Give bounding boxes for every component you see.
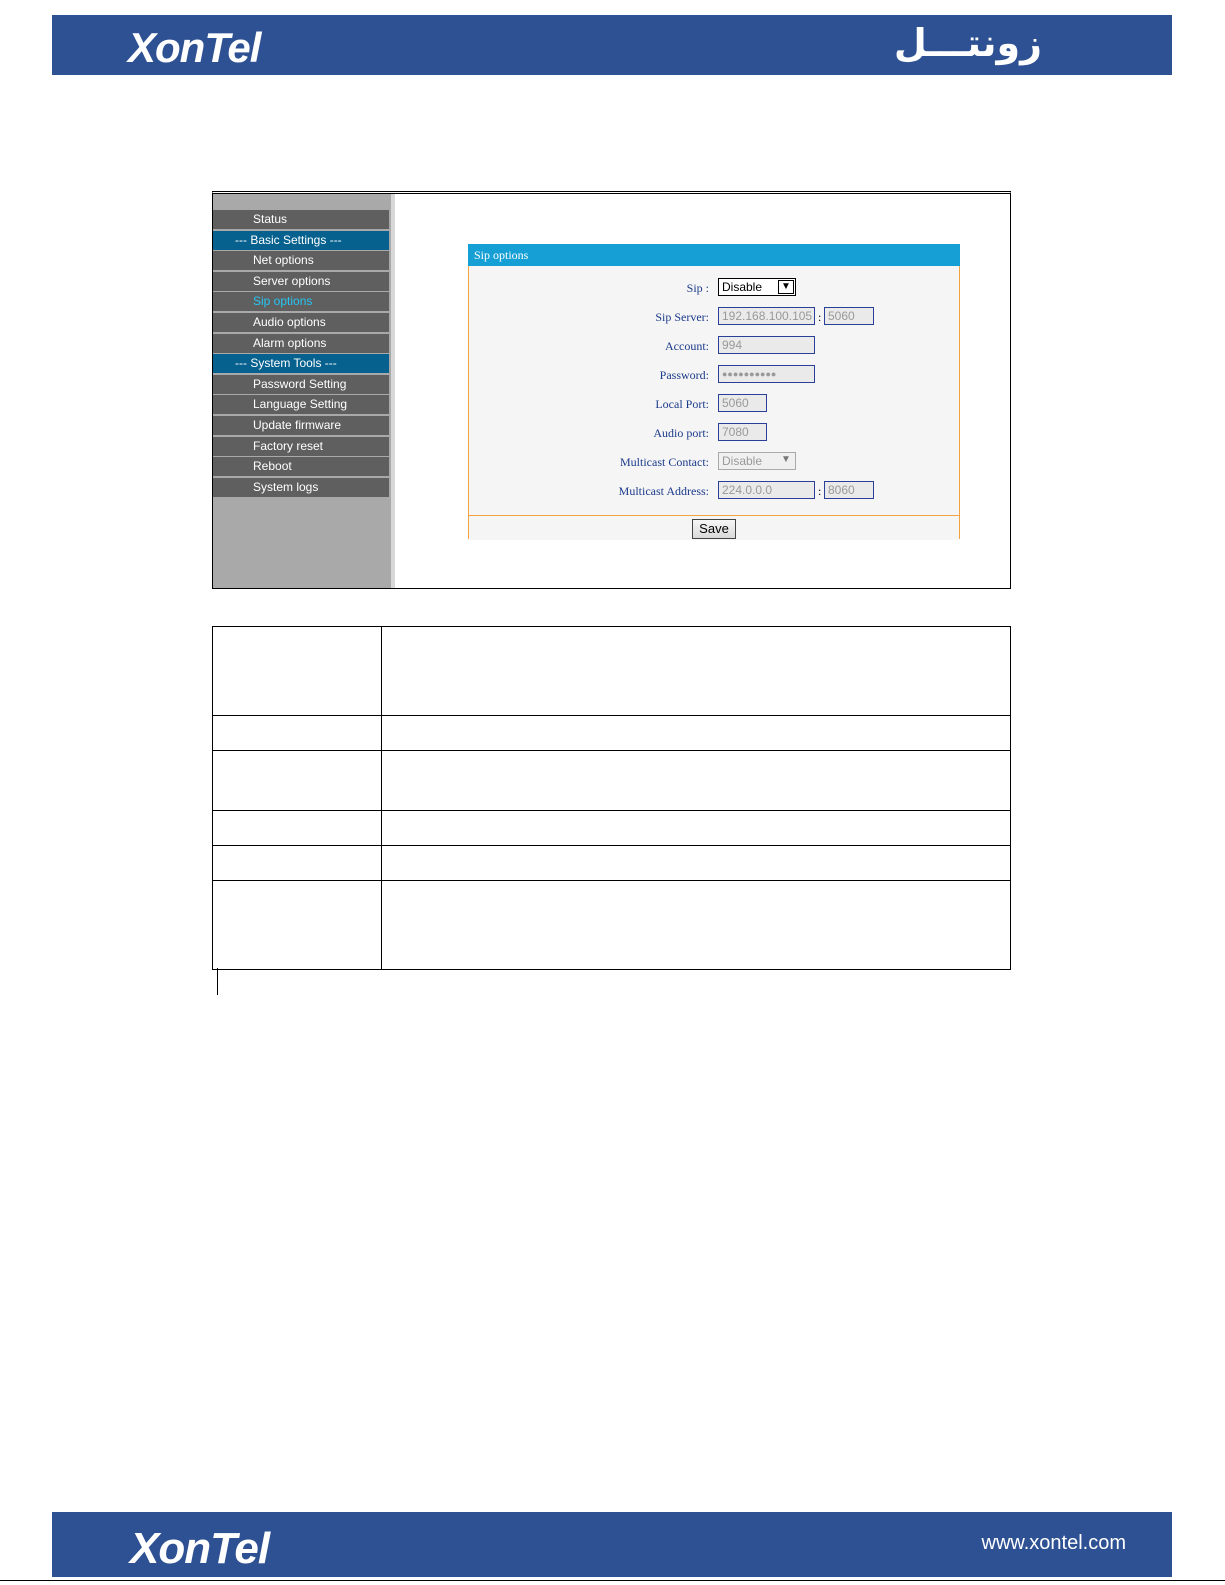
sidebar-item-language-setting[interactable]: Language Setting <box>213 395 389 414</box>
multicast-address-row <box>469 481 959 501</box>
local-port-input[interactable]: 5060 <box>718 394 767 412</box>
chevron-down-icon: ▼ <box>781 454 791 465</box>
account-label: Account: <box>665 339 709 353</box>
sidebar-item-password-setting[interactable]: Password Setting <box>213 375 389 394</box>
chevron-down-icon: ▼ <box>778 280 794 294</box>
sip-options-panel <box>468 244 960 539</box>
web-ui-screenshot <box>212 191 1011 589</box>
arabic-logo: زونتـــل <box>893 21 1042 65</box>
description-table <box>212 626 1011 970</box>
local-port-label: Local Port: <box>655 397 709 411</box>
port-separator: : <box>818 484 822 498</box>
panel-title: Sip options <box>468 244 960 266</box>
sip-row <box>469 278 959 298</box>
password-input[interactable]: ●●●●●●●●●● <box>718 365 815 383</box>
sip-server-ip-input[interactable]: 192.168.100.105 <box>718 307 815 325</box>
table-row <box>213 751 1011 811</box>
sidebar-divider <box>391 194 395 588</box>
sidebar-item-update-firmware[interactable]: Update firmware <box>213 416 389 435</box>
port-separator: : <box>818 310 822 324</box>
audio-port-input[interactable]: 7080 <box>718 423 767 441</box>
footer-band <box>52 1512 1172 1577</box>
sip-server-label: Sip Server: <box>655 310 709 324</box>
sidebar-item-sip-options[interactable]: Sip options <box>213 292 389 311</box>
header-band <box>52 15 1172 75</box>
sidebar-section-basic-settings: --- Basic Settings --- <box>213 231 389 250</box>
multicast-contact-label: Multicast Contact: <box>620 455 709 469</box>
table-row <box>213 716 1011 751</box>
sip-server-port-input[interactable]: 5060 <box>824 307 874 325</box>
sidebar-item-alarm-options[interactable]: Alarm options <box>213 334 389 353</box>
sip-label: Sip : <box>686 281 709 295</box>
multicast-contact-row <box>469 452 959 472</box>
sip-server-row <box>469 307 959 327</box>
password-row <box>469 365 959 385</box>
sidebar-item-system-logs[interactable]: System logs <box>213 478 389 497</box>
sidebar-item-factory-reset[interactable]: Factory reset <box>213 437 389 456</box>
sidebar <box>213 194 391 588</box>
account-input[interactable]: 994 <box>718 336 815 354</box>
sip-select-value: Disable <box>722 280 763 294</box>
sidebar-item-status[interactable]: Status <box>213 210 389 229</box>
table-row <box>213 811 1011 846</box>
multicast-contact-select[interactable] <box>718 452 796 470</box>
sidebar-item-audio-options[interactable]: Audio options <box>213 313 389 332</box>
footer-link-underline <box>127 1575 269 1577</box>
sidebar-item-net-options[interactable]: Net options <box>213 251 389 270</box>
xontel-logo: XonTel <box>128 24 261 71</box>
table-row <box>213 627 1011 716</box>
button-bar <box>469 515 959 540</box>
multicast-address-label: Multicast Address: <box>618 484 709 498</box>
sidebar-item-reboot[interactable]: Reboot <box>213 457 389 476</box>
table-row <box>213 846 1011 881</box>
multicast-address-ip-input[interactable]: 224.0.0.0 <box>718 481 815 499</box>
text-cursor <box>217 968 218 995</box>
table-row <box>213 881 1011 970</box>
sip-select[interactable] <box>718 278 796 296</box>
account-row <box>469 336 959 356</box>
password-label: Password: <box>659 368 709 382</box>
audio-port-row <box>469 423 959 443</box>
multicast-contact-value: Disable <box>722 454 763 468</box>
save-button[interactable]: Save <box>692 519 736 539</box>
xontel-logo: XonTel <box>130 1524 270 1573</box>
multicast-address-port-input[interactable]: 8060 <box>824 481 874 499</box>
local-port-row <box>469 394 959 414</box>
sidebar-item-server-options[interactable]: Server options <box>213 272 389 291</box>
footer-url: www.xontel.com <box>981 1532 1126 1554</box>
sidebar-section-system-tools: --- System Tools --- <box>213 354 389 373</box>
footer-rule <box>0 1580 1225 1581</box>
audio-port-label: Audio port: <box>653 426 709 440</box>
